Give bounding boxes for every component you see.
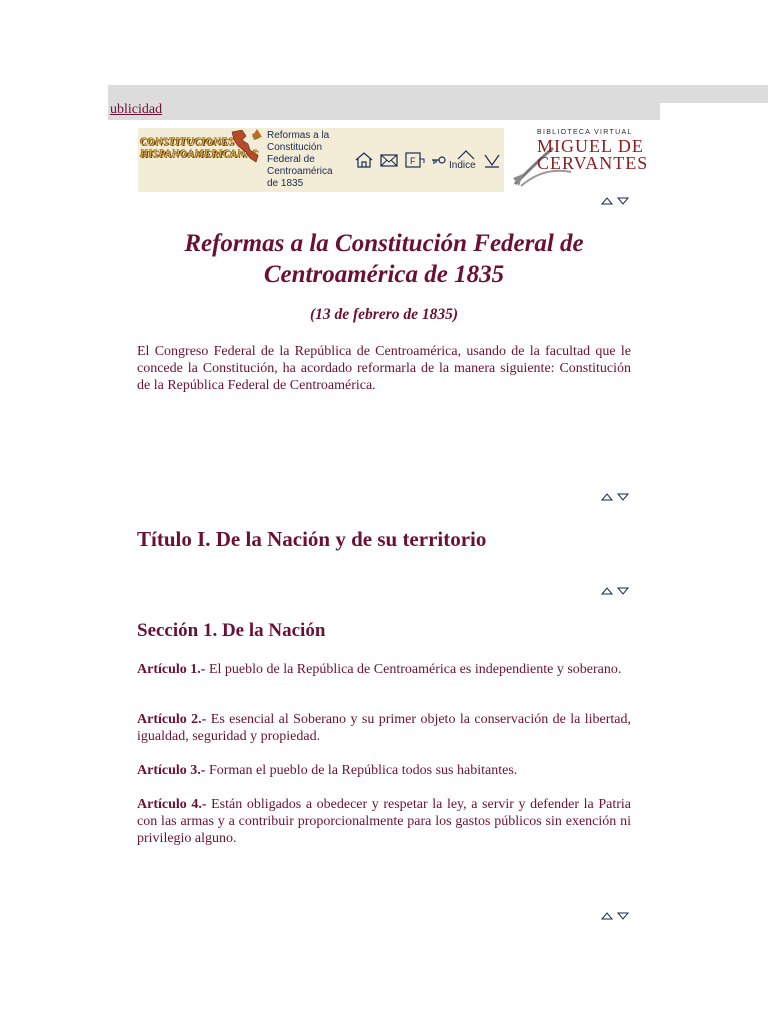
up-arrow-icon xyxy=(602,913,612,919)
article-label: Artículo 2.- xyxy=(137,712,207,727)
article-label: Artículo 3.- xyxy=(137,763,206,778)
down-arrow-icon xyxy=(618,494,628,500)
article-label: Artículo 4.- xyxy=(137,797,207,812)
home-icon[interactable] xyxy=(354,151,374,169)
article-text: Es esencial al Soberano y su primer objeto la conservación de la libertad, igualdad, seguridad y propiedad. xyxy=(137,712,632,744)
logo-text-line1: CONSTITUCIONES xyxy=(140,137,235,148)
article-text: Forman el pueblo de la República todos sus habitantes. xyxy=(208,763,518,778)
down-arrow-icon[interactable] xyxy=(483,151,501,169)
advertising-link[interactable]: ublicidad xyxy=(110,102,163,117)
article-3 xyxy=(137,762,631,779)
up-arrow-icon xyxy=(453,150,479,160)
article-4 xyxy=(137,796,631,847)
nav-arrows[interactable] xyxy=(601,911,631,921)
down-arrow-icon xyxy=(618,913,628,919)
article-text: Están obligados a obedecer y respetar la ley, a servir y defender la Patria con las armas y a contribuir proporcionalmente para los gastos públicos sin exención ni privilegio alguno. xyxy=(137,797,631,846)
up-arrow-icon xyxy=(602,588,612,594)
up-arrow-icon xyxy=(602,198,612,204)
top-bar-lower xyxy=(108,103,660,120)
article-label: Artículo 1.- xyxy=(137,662,206,677)
nav-arrows[interactable] xyxy=(601,196,631,206)
nav-arrows[interactable] xyxy=(601,586,631,596)
document-title: Reformas a la Constitución Federal de Centroamérica de 1835 xyxy=(184,230,584,288)
document-icon[interactable] xyxy=(404,151,426,169)
cervantes-library-logo[interactable]: MIGUEL DE CERVANTES xyxy=(537,136,649,173)
article-text: El pueblo de la República de Centroamérica es independiente y soberano. xyxy=(208,662,622,677)
document-date: (13 de febrero de 1835) xyxy=(309,306,459,323)
top-bar xyxy=(108,85,768,103)
indice-label: Indice xyxy=(449,160,476,171)
article-1 xyxy=(137,661,631,678)
titulo-heading: Título I. De la Nación y de su territorio xyxy=(137,527,487,551)
svg-text:F: F xyxy=(410,156,416,166)
library-logo-caption: BIBLIOTECA VIRTUAL xyxy=(537,129,633,136)
seccion-heading: Sección 1. De la Nación xyxy=(137,620,326,641)
up-arrow-icon xyxy=(602,494,612,500)
key-icon[interactable] xyxy=(430,151,448,169)
header-section-title: Reformas a la Constitución Federal de Centroamérica de 1835 xyxy=(267,130,333,189)
article-2 xyxy=(137,711,631,745)
logo-text-line2: HISPANOAMERICANAS xyxy=(140,149,259,160)
down-arrow-icon xyxy=(618,588,628,594)
down-arrow-icon xyxy=(618,198,628,204)
flag-icon xyxy=(251,128,263,138)
mail-icon[interactable] xyxy=(379,151,399,169)
nav-arrows[interactable] xyxy=(601,492,631,502)
preamble-paragraph: El Congreso Federal de la República de Centroamérica, usando de la facultad que le concede la Constitución, ha acordado reformarla de la manera siguiente: Constitución de la República Federal de Centroamérica. xyxy=(137,344,631,393)
